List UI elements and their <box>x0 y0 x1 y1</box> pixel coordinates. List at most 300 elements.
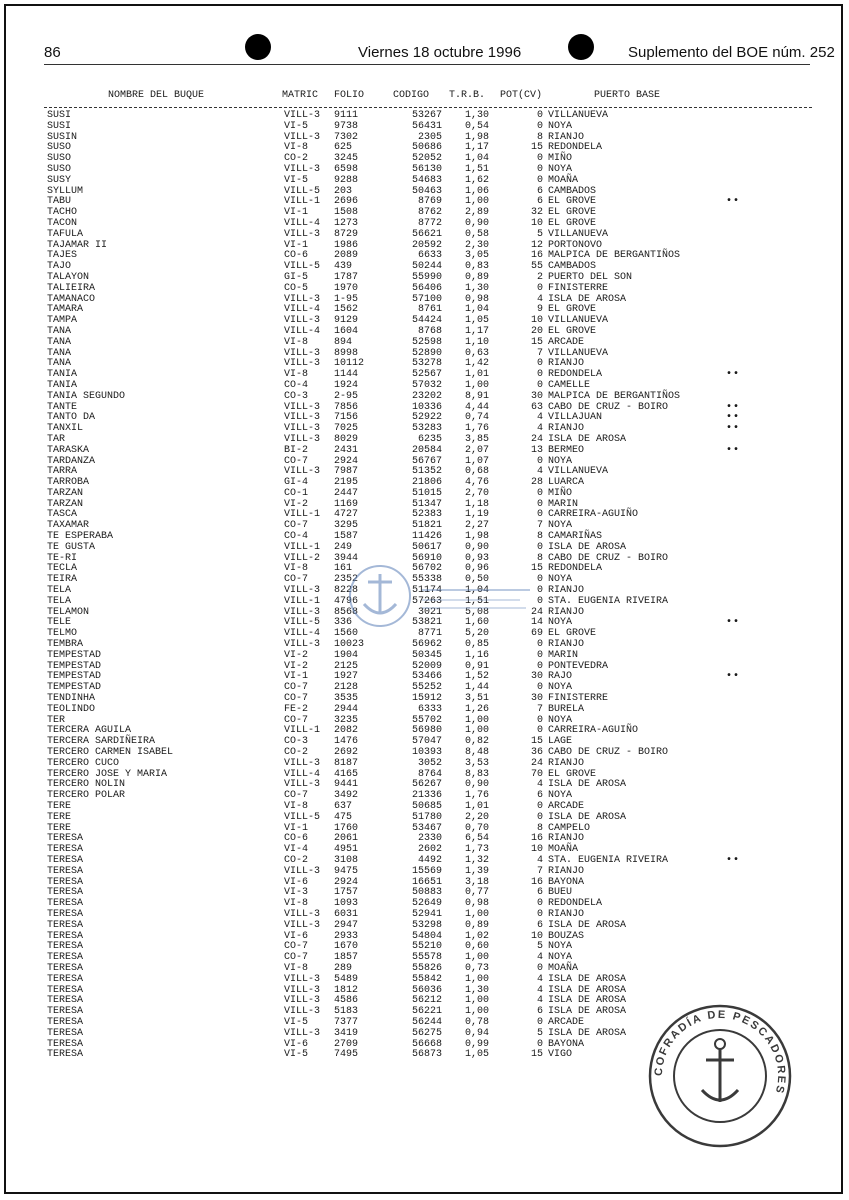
vessel-name: TARDANZA <box>47 455 96 467</box>
vessel-trb: 1,39 <box>464 865 489 877</box>
vessel-codigo: 52922 <box>411 412 442 424</box>
vessel-name: TENDINHA <box>47 693 96 705</box>
vessel-trb: 1,26 <box>464 703 489 715</box>
vessel-codigo: 53467 <box>411 822 442 834</box>
vessel-folio: 9738 <box>334 120 359 132</box>
vessel-codigo: 57263 <box>411 595 442 607</box>
vessel-pot: 0 <box>536 498 543 510</box>
vessel-matricula: VI-8 <box>284 142 309 154</box>
vessel-trb: 1,05 <box>464 315 489 327</box>
vessel-name: TANA <box>47 325 72 337</box>
vessel-folio: 2709 <box>334 1038 359 1050</box>
vessel-port: NOYA <box>548 520 573 532</box>
vessel-folio: 1144 <box>334 369 359 381</box>
vessel-codigo: 55210 <box>411 941 442 953</box>
vessel-codigo: 56221 <box>411 1006 442 1018</box>
vessel-codigo: 3052 <box>417 757 442 769</box>
vessel-port: CAMBADOS <box>548 261 597 273</box>
vessel-folio: 10023 <box>334 639 365 651</box>
vessel-name: TANA <box>47 336 72 348</box>
vessel-port: ISLA DE AROSA <box>548 293 627 305</box>
vessel-name: TARRA <box>47 466 78 478</box>
column-header-folio: FOLIO <box>334 90 365 101</box>
vessel-codigo: 52649 <box>411 898 442 910</box>
vessel-folio: 3295 <box>334 520 359 532</box>
vessel-trb: 1,01 <box>464 801 489 812</box>
vessel-name: TANIA SEGUNDO <box>47 390 126 402</box>
vessel-mark: •• <box>726 412 741 424</box>
vessel-name: TALAYON <box>47 271 90 283</box>
vessel-name: TANIA <box>47 379 78 391</box>
vessel-matricula: VI-8 <box>284 369 309 381</box>
vessel-trb: 0,54 <box>464 120 489 132</box>
column-header-port: PUERTO BASE <box>594 90 661 101</box>
vessel-codigo: 8772 <box>417 217 442 229</box>
vessel-trb: 0,77 <box>464 887 489 899</box>
vessel-codigo: 56767 <box>411 455 442 467</box>
vessel-matricula: VILL-3 <box>284 757 321 769</box>
vessel-trb: 1,32 <box>464 854 489 866</box>
vessel-codigo: 56406 <box>411 282 442 294</box>
vessel-name: TERCERA SARDIÑEIRA <box>47 736 156 748</box>
vessel-trb: 2,20 <box>464 811 489 823</box>
vessel-matricula: VILL-1 <box>284 595 321 607</box>
vessel-trb: 0,83 <box>464 261 489 273</box>
vessel-matricula: BI-2 <box>284 444 309 456</box>
vessel-folio: 161 <box>334 563 353 575</box>
vessel-pot: 8 <box>536 822 543 834</box>
vessel-port: MOAÑA <box>548 962 579 974</box>
vessel-matricula: VILL-3 <box>284 347 321 359</box>
vessel-port: MALPICA DE BERGANTIÑOS <box>548 250 681 262</box>
vessel-mark: •• <box>726 854 741 866</box>
table-row <box>0 867 849 878</box>
vessel-folio: 9129 <box>334 315 359 327</box>
vessel-codigo: 50685 <box>411 801 442 812</box>
vessel-trb: 1,07 <box>464 455 489 467</box>
table-header <box>0 90 849 104</box>
vessel-pot: 0 <box>536 649 543 661</box>
vessel-pot: 9 <box>536 304 543 316</box>
vessel-name: TANTO DA <box>47 412 96 424</box>
vessel-trb: 1,44 <box>464 682 489 694</box>
vessel-port: EL GROVE <box>548 325 597 337</box>
vessel-pot: 0 <box>536 898 543 910</box>
vessel-pot: 4 <box>536 973 543 985</box>
vessel-matricula: VILL-4 <box>284 304 321 316</box>
vessel-matricula: VILL-4 <box>284 628 321 640</box>
vessel-folio: 6031 <box>334 908 359 920</box>
vessel-name: TAFULA <box>47 228 84 240</box>
vessel-pot: 4 <box>536 995 543 1007</box>
vessel-trb: 2,89 <box>464 207 489 219</box>
vessel-trb: 6,54 <box>464 833 489 845</box>
vessel-name: TERESA <box>47 952 84 964</box>
vessel-codigo: 55578 <box>411 952 442 964</box>
vessel-trb: 1,30 <box>464 110 489 121</box>
vessel-matricula: VILL-5 <box>284 261 321 273</box>
vessel-folio: 203 <box>334 185 353 197</box>
publication-title: Suplemento del BOE núm. 252 <box>628 44 835 61</box>
vessel-matricula: VI-2 <box>284 498 309 510</box>
vessel-codigo: 4492 <box>417 854 442 866</box>
vessel-pot: 4 <box>536 412 543 424</box>
vessel-name: TERESA <box>47 898 84 910</box>
vessel-port: NOYA <box>548 952 573 964</box>
vessel-codigo: 23202 <box>411 390 442 402</box>
vessel-folio: 7987 <box>334 466 359 478</box>
vessel-name: TERCERA AGUILA <box>47 725 132 737</box>
vessel-pot: 15 <box>530 1049 543 1061</box>
column-header-pot: POT(CV) <box>500 90 543 101</box>
vessel-name: TACON <box>47 217 78 229</box>
vessel-name: TERCERO NOLIN <box>47 779 126 791</box>
vessel-folio: 1924 <box>334 379 359 391</box>
vessel-name: TE ESPERABA <box>47 531 114 543</box>
vessel-matricula: VILL-3 <box>284 1006 321 1018</box>
vessel-name: TERESA <box>47 1016 84 1028</box>
vessel-name: TE GUSTA <box>47 541 96 553</box>
vessel-name: TACHO <box>47 207 78 219</box>
vessel-trb: 5,08 <box>464 606 489 618</box>
vessel-name: TERESA <box>47 844 84 856</box>
vessel-codigo: 56267 <box>411 779 442 791</box>
table-row <box>0 284 849 295</box>
vessel-pot: 8 <box>536 552 543 564</box>
vessel-pot: 55 <box>530 261 543 273</box>
vessel-folio: 637 <box>334 801 353 812</box>
vessel-folio: 7156 <box>334 412 359 424</box>
vessel-trb: 1,02 <box>464 930 489 942</box>
vessel-trb: 1,30 <box>464 282 489 294</box>
vessel-pot: 15 <box>530 563 543 575</box>
vessel-matricula: VILL-5 <box>284 617 321 629</box>
vessel-codigo: 8771 <box>417 628 442 640</box>
vessel-trb: 1,04 <box>464 153 489 165</box>
vessel-port: PONTEVEDRA <box>548 660 609 672</box>
vessel-folio: 1562 <box>334 304 359 316</box>
vessel-matricula: VILL-3 <box>284 293 321 305</box>
vessel-name: TELMO <box>47 628 78 640</box>
vessel-folio: 2-95 <box>334 390 359 402</box>
vessel-port: NOYA <box>548 574 573 586</box>
vessel-name: SUSI <box>47 120 72 132</box>
vessel-pot: 70 <box>530 768 543 780</box>
vessel-name: TERESA <box>47 908 84 920</box>
vessel-pot: 6 <box>536 790 543 802</box>
vessel-port: NOYA <box>548 120 573 132</box>
vessel-pot: 0 <box>536 682 543 694</box>
vessel-trb: 0,98 <box>464 898 489 910</box>
vessel-port: RIANJO <box>548 639 585 651</box>
library-watermark <box>340 552 540 636</box>
vessel-matricula: CO-7 <box>284 455 309 467</box>
vessel-port: ARCADE <box>548 336 585 348</box>
vessel-matricula: CO-1 <box>284 487 309 499</box>
vessel-port: REDONDELA <box>548 369 603 381</box>
vessel-pot: 15 <box>530 336 543 348</box>
vessel-trb: 0,94 <box>464 1027 489 1039</box>
vessel-name: TERE <box>47 822 72 834</box>
vessel-matricula: VILL-3 <box>284 984 321 996</box>
vessel-port: RIANJO <box>548 865 585 877</box>
vessel-folio: 7302 <box>334 131 359 143</box>
vessel-mark: •• <box>726 444 741 456</box>
vessel-codigo: 56036 <box>411 984 442 996</box>
table-row <box>0 230 849 241</box>
vessel-folio: 3245 <box>334 153 359 165</box>
vessel-codigo: 52890 <box>411 347 442 359</box>
vessel-pot: 15 <box>530 736 543 748</box>
vessel-folio: 3492 <box>334 790 359 802</box>
vessel-matricula: VI-4 <box>284 844 309 856</box>
vessel-matricula: CO-2 <box>284 854 309 866</box>
vessel-name: TANA <box>47 347 72 359</box>
vessel-port: CAMBADOS <box>548 185 597 197</box>
vessel-folio: 1-95 <box>334 293 359 305</box>
vessel-folio: 1760 <box>334 822 359 834</box>
vessel-folio: 1587 <box>334 531 359 543</box>
vessel-port: RIANJO <box>548 423 585 435</box>
vessel-name: TAJAMAR II <box>47 239 108 251</box>
vessel-codigo: 52383 <box>411 509 442 521</box>
vessel-port: ISLA DE AROSA <box>548 995 627 1007</box>
vessel-name: TE-RI <box>47 552 78 564</box>
vessel-port: CAMPELO <box>548 822 591 834</box>
vessel-port: EL GROVE <box>548 207 597 219</box>
vessel-matricula: CO-4 <box>284 531 309 543</box>
vessel-pot: 0 <box>536 110 543 121</box>
vessel-port: VILLANUEVA <box>548 228 609 240</box>
vessel-trb: 1,01 <box>464 369 489 381</box>
vessel-codigo: 56621 <box>411 228 442 240</box>
vessel-mark: •• <box>726 369 741 381</box>
vessel-matricula: VI-8 <box>284 898 309 910</box>
vessel-codigo: 53267 <box>411 110 442 121</box>
vessel-name: TEMPESTAD <box>47 649 102 661</box>
vessel-folio: 1757 <box>334 887 359 899</box>
vessel-matricula: VILL-3 <box>284 606 321 618</box>
vessel-name: TANA <box>47 358 72 370</box>
table-row <box>0 176 849 187</box>
vessel-port: RIANJO <box>548 131 585 143</box>
vessel-folio: 475 <box>334 811 353 823</box>
vessel-trb: 3,18 <box>464 876 489 888</box>
vessel-matricula: VI-5 <box>284 120 309 132</box>
vessel-pot: 0 <box>536 541 543 553</box>
vessel-folio: 5489 <box>334 973 359 985</box>
vessel-codigo: 51780 <box>411 811 442 823</box>
vessel-port: ISLA DE AROSA <box>548 541 627 553</box>
vessel-name: TERESA <box>47 973 84 985</box>
vessel-port: ISLA DE AROSA <box>548 811 627 823</box>
vessel-matricula: VILL-1 <box>284 541 321 553</box>
vessel-pot: 10 <box>530 930 543 942</box>
vessel-codigo: 56873 <box>411 1049 442 1061</box>
vessel-codigo: 21806 <box>411 477 442 489</box>
vessel-codigo: 2330 <box>417 833 442 845</box>
vessel-pot: 10 <box>530 315 543 327</box>
vessel-matricula: VI-1 <box>284 207 309 219</box>
vessel-trb: 2,70 <box>464 487 489 499</box>
vessel-port: LAGE <box>548 736 573 748</box>
vessel-folio: 1812 <box>334 984 359 996</box>
vessel-matricula: CO-7 <box>284 941 309 953</box>
vessel-name: TERESA <box>47 1027 84 1039</box>
vessel-pot: 12 <box>530 239 543 251</box>
vessel-folio: 3535 <box>334 693 359 705</box>
vessel-pot: 6 <box>536 1006 543 1018</box>
vessel-folio: 8998 <box>334 347 359 359</box>
vessel-folio: 7025 <box>334 423 359 435</box>
vessel-trb: 1,00 <box>464 995 489 1007</box>
vessel-codigo: 57100 <box>411 293 442 305</box>
vessel-name: TANIA <box>47 369 78 381</box>
vessel-pot: 0 <box>536 487 543 499</box>
vessel-codigo: 55842 <box>411 973 442 985</box>
vessel-codigo: 10393 <box>411 747 442 759</box>
vessel-trb: 3,53 <box>464 757 489 769</box>
vessel-port: RIANJO <box>548 358 585 370</box>
vessel-matricula: FE-2 <box>284 703 309 715</box>
vessel-name: TERESA <box>47 1038 84 1050</box>
vessel-folio: 439 <box>334 261 353 273</box>
vessel-matricula: VILL-3 <box>284 131 321 143</box>
table-row <box>0 122 849 133</box>
vessel-codigo: 8768 <box>417 325 442 337</box>
vessel-port: EL GROVE <box>548 768 597 780</box>
vessel-name: TAMARA <box>47 304 84 316</box>
vessel-name: TANXIL <box>47 423 84 435</box>
vessel-folio: 2947 <box>334 919 359 931</box>
header-rule <box>44 64 810 65</box>
vessel-trb: 1,76 <box>464 790 489 802</box>
vessel-matricula: CO-2 <box>284 747 309 759</box>
vessel-port: MIÑO <box>548 153 573 165</box>
vessel-codigo: 50686 <box>411 142 442 154</box>
vessel-codigo: 50883 <box>411 887 442 899</box>
vessel-name: TARZAN <box>47 498 84 510</box>
vessel-folio: 2352 <box>334 574 359 586</box>
vessel-matricula: VILL-3 <box>284 315 321 327</box>
vessel-matricula: VILL-1 <box>284 196 321 208</box>
vessel-port: BOUZAS <box>548 930 585 942</box>
vessel-trb: 1,76 <box>464 423 489 435</box>
vessel-name: TEMPESTAD <box>47 660 102 672</box>
vessel-matricula: CO-7 <box>284 714 309 726</box>
vessel-name: TERESA <box>47 887 84 899</box>
vessel-trb: 0,89 <box>464 919 489 931</box>
table-row <box>0 759 849 770</box>
vessel-trb: 2,07 <box>464 444 489 456</box>
vessel-pot: 0 <box>536 358 543 370</box>
vessel-name: TERESA <box>47 1006 84 1018</box>
vessel-port: RIANJO <box>548 606 585 618</box>
vessel-mark: •• <box>726 671 741 683</box>
vessel-name: TARROBA <box>47 477 90 489</box>
vessel-codigo: 55252 <box>411 682 442 694</box>
vessel-pot: 20 <box>530 325 543 337</box>
vessel-port: MALPICA DE BERGANTIÑOS <box>548 390 681 402</box>
vessel-folio: 1970 <box>334 282 359 294</box>
vessel-trb: 0,90 <box>464 217 489 229</box>
vessel-name: TERESA <box>47 865 84 877</box>
vessel-matricula: CO-4 <box>284 379 309 391</box>
vessel-pot: 16 <box>530 876 543 888</box>
vessel-pot: 5 <box>536 228 543 240</box>
vessel-port: CABO DE CRUZ - BOIRO <box>548 552 669 564</box>
vessel-codigo: 6633 <box>417 250 442 262</box>
vessel-matricula: VILL-3 <box>284 163 321 175</box>
vessel-folio: 3108 <box>334 854 359 866</box>
vessel-trb: 0,70 <box>464 822 489 834</box>
vessel-pot: 6 <box>536 185 543 197</box>
vessel-matricula: VILL-5 <box>284 185 321 197</box>
vessel-trb: 1,42 <box>464 358 489 370</box>
vessel-pot: 4 <box>536 779 543 791</box>
vessel-pot: 0 <box>536 908 543 920</box>
vessel-name: TERCERO JOSE Y MARIA <box>47 768 168 780</box>
vessel-codigo: 51015 <box>411 487 442 499</box>
vessel-port: CARREIRA-AGUIÑO <box>548 725 639 737</box>
vessel-matricula: VILL-3 <box>284 973 321 985</box>
vessel-codigo: 56130 <box>411 163 442 175</box>
vessel-folio: 7377 <box>334 1016 359 1028</box>
vessel-folio: 2125 <box>334 660 359 672</box>
vessel-trb: 0,90 <box>464 779 489 791</box>
vessel-folio: 8029 <box>334 433 359 445</box>
vessel-trb: 3,05 <box>464 250 489 262</box>
vessel-pot: 0 <box>536 153 543 165</box>
vessel-folio: 894 <box>334 336 353 348</box>
vessel-port: VILLANUEVA <box>548 466 609 478</box>
vessel-trb: 1,06 <box>464 185 489 197</box>
vessel-matricula: VI-1 <box>284 822 309 834</box>
vessel-trb: 8,48 <box>464 747 489 759</box>
vessel-pot: 63 <box>530 401 543 413</box>
vessel-folio: 8568 <box>334 606 359 618</box>
vessel-port: REDONDELA <box>548 142 603 154</box>
vessel-codigo: 3021 <box>417 606 442 618</box>
vessel-codigo: 55338 <box>411 574 442 586</box>
vessel-name: TELAMON <box>47 606 90 618</box>
vessel-pot: 32 <box>530 207 543 219</box>
vessel-matricula: VI-1 <box>284 671 309 683</box>
vessel-mark: •• <box>726 401 741 413</box>
vessel-name: TERE <box>47 811 72 823</box>
vessel-trb: 1,30 <box>464 984 489 996</box>
vessel-matricula: GI-4 <box>284 477 309 489</box>
vessel-pot: 0 <box>536 282 543 294</box>
vessel-folio: 4951 <box>334 844 359 856</box>
vessel-port: VILLANUEVA <box>548 110 609 121</box>
vessel-pot: 28 <box>530 477 543 489</box>
vessel-trb: 1,98 <box>464 131 489 143</box>
vessel-matricula: VILL-3 <box>284 995 321 1007</box>
vessel-matricula: VILL-3 <box>284 585 321 597</box>
vessel-trb: 1,17 <box>464 325 489 337</box>
vessel-folio: 1927 <box>334 671 359 683</box>
vessel-folio: 2933 <box>334 930 359 942</box>
vessel-matricula: VILL-3 <box>284 466 321 478</box>
vessel-folio: 3235 <box>334 714 359 726</box>
vessel-trb: 0,74 <box>464 412 489 424</box>
vessel-trb: 0,82 <box>464 736 489 748</box>
vessel-matricula: VI-5 <box>284 1016 309 1028</box>
vessel-name: TAMPA <box>47 315 78 327</box>
vessel-folio: 1560 <box>334 628 359 640</box>
vessel-port: FINISTERRE <box>548 282 609 294</box>
